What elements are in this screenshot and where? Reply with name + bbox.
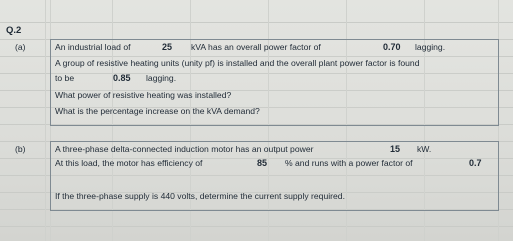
grid-line bbox=[0, 22, 513, 23]
part-a-line2-text: A group of resistive heating units (unity pf) is installed and the overall plant power factor is found bbox=[55, 58, 420, 68]
load-kva-value: 25 bbox=[162, 42, 173, 52]
part-b-label: (b) bbox=[15, 144, 26, 154]
part-a-line3-post: lagging. bbox=[146, 73, 177, 83]
grid-line bbox=[45, 0, 46, 241]
efficiency-value: 85 bbox=[257, 158, 268, 168]
output-power-value: 15 bbox=[390, 144, 401, 154]
part-b-line1-text: A three-phase delta-connected induction motor has an output power bbox=[55, 144, 314, 154]
part-a-line1-text: An industrial load of bbox=[55, 42, 131, 52]
part-a-line1-post: lagging. bbox=[415, 42, 446, 52]
part-a-question-2: What is the percentage increase on the kVA demand? bbox=[55, 106, 260, 116]
part-b-line1-post: kW. bbox=[417, 144, 432, 154]
new-power-factor-value: 0.85 bbox=[113, 73, 131, 83]
part-a-line1-mid: kVA has an overall power factor of bbox=[191, 42, 321, 52]
question-number: Q.2 bbox=[6, 25, 22, 36]
motor-power-factor-value: 0.7 bbox=[469, 158, 482, 168]
power-factor-value: 0.70 bbox=[383, 42, 401, 52]
part-a-label: (a) bbox=[15, 42, 26, 52]
part-a-question-1: What power of resistive heating was installed? bbox=[55, 90, 232, 100]
part-b-line2-text: At this load, the motor has efficiency of bbox=[55, 158, 203, 168]
part-b-line2-mid: % and runs with a power factor of bbox=[285, 158, 413, 168]
part-a-line3-text: to be bbox=[55, 73, 75, 83]
grid-line bbox=[0, 226, 513, 227]
part-b-line3-text: If the three-phase supply is 440 volts, determine the current supply required. bbox=[55, 191, 345, 201]
